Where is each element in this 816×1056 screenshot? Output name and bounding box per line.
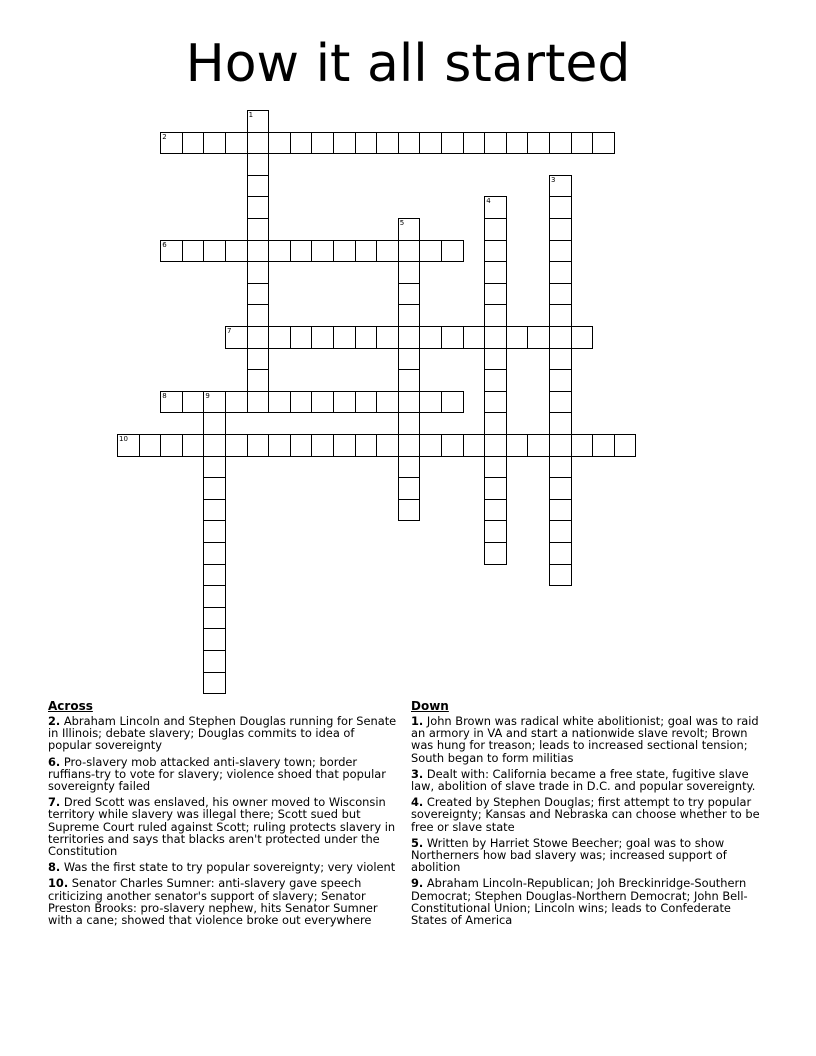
grid-cell[interactable] <box>506 132 529 155</box>
grid-cell[interactable] <box>571 132 594 155</box>
down-heading: Down <box>411 699 449 713</box>
grid-cell[interactable] <box>484 369 507 392</box>
grid-cell[interactable] <box>549 391 572 414</box>
grid-cell[interactable] <box>203 456 226 479</box>
grid-cell[interactable] <box>484 456 507 479</box>
grid-cell[interactable] <box>311 240 334 263</box>
grid-cell[interactable] <box>484 283 507 306</box>
grid-cell[interactable] <box>203 240 226 263</box>
cell-number: 9 <box>205 391 210 400</box>
grid-cell[interactable] <box>592 132 615 155</box>
grid-cell[interactable] <box>398 218 421 241</box>
grid-cell[interactable] <box>268 326 291 349</box>
grid-cell[interactable] <box>247 326 270 349</box>
grid-cell[interactable] <box>549 261 572 284</box>
grid-cell[interactable] <box>506 434 529 457</box>
grid-cell[interactable] <box>549 499 572 522</box>
grid-cell[interactable] <box>290 132 313 155</box>
grid-cell[interactable] <box>527 326 550 349</box>
grid-cell[interactable] <box>398 132 421 155</box>
grid-cell[interactable] <box>247 369 270 392</box>
grid-cell[interactable] <box>419 240 442 263</box>
grid-cell[interactable] <box>463 434 486 457</box>
grid-cell[interactable] <box>355 132 378 155</box>
grid-cell[interactable] <box>247 110 270 133</box>
grid-cell[interactable] <box>290 391 313 414</box>
clue-text: Written by Harriet Stowe Beecher; goal was to show Northerners how bad slavery was; increased support of abolition <box>411 835 727 875</box>
grid-cell[interactable] <box>549 369 572 392</box>
clue-number: 9. <box>411 876 424 891</box>
grid-cell[interactable] <box>506 326 529 349</box>
grid-cell[interactable] <box>247 391 270 414</box>
cell-number: 4 <box>486 197 491 206</box>
grid-cell[interactable] <box>290 240 313 263</box>
grid-cell[interactable] <box>247 304 270 327</box>
grid-cell[interactable] <box>182 391 205 414</box>
grid-cell[interactable] <box>398 456 421 479</box>
grid-cell[interactable] <box>333 240 356 263</box>
grid-cell[interactable] <box>290 434 313 457</box>
down-clue <box>411 715 763 764</box>
grid-cell[interactable] <box>484 261 507 284</box>
clue-text: Created by Stephen Douglas; first attempt to try popular sovereignty; Kansas and Nebraska can choose whether to be free or slave state <box>411 795 760 834</box>
grid-cell[interactable] <box>549 304 572 327</box>
grid-cell[interactable] <box>247 132 270 155</box>
grid-cell[interactable] <box>549 456 572 479</box>
cell-number: 6 <box>162 240 167 249</box>
grid-cell[interactable] <box>225 240 248 263</box>
grid-cell[interactable] <box>333 391 356 414</box>
grid-cell[interactable] <box>398 283 421 306</box>
grid-cell[interactable] <box>268 132 291 155</box>
grid-cell[interactable] <box>398 434 421 457</box>
grid-cell[interactable] <box>311 391 334 414</box>
grid-cell[interactable] <box>398 499 421 522</box>
clue-text: Dealt with: California became a free state, fugitive slave law, abolition of slave trade in D.C. and popular sovereignty. <box>411 766 756 794</box>
grid-cell[interactable] <box>203 650 226 673</box>
clue-number: 8. <box>48 860 61 875</box>
grid-cell[interactable] <box>203 391 226 414</box>
across-clue-list <box>48 715 400 926</box>
grid-cell[interactable] <box>355 240 378 263</box>
grid-cell[interactable] <box>441 391 464 414</box>
grid-cell[interactable] <box>268 434 291 457</box>
grid-cell[interactable] <box>203 672 226 695</box>
clue-text: Senator Charles Sumner: anti-slavery gave speech criticizing another senator's support of slavery; Senator Preston Brooks: pro-slavery nephew, hits Senator Sumner with a cane; showed that violence broke out everywhere <box>48 876 378 928</box>
grid-cell[interactable] <box>398 391 421 414</box>
grid-cell[interactable] <box>592 434 615 457</box>
grid-cell[interactable] <box>355 391 378 414</box>
grid-cell[interactable] <box>549 477 572 500</box>
grid-cell[interactable] <box>203 607 226 630</box>
grid-cell[interactable] <box>333 132 356 155</box>
grid-cell[interactable] <box>549 520 572 543</box>
grid-cell[interactable] <box>484 434 507 457</box>
grid-cell[interactable] <box>441 326 464 349</box>
across-clue <box>48 877 400 926</box>
grid-cell[interactable] <box>484 132 507 155</box>
grid-cell[interactable] <box>463 132 486 155</box>
clue-text: Pro-slavery mob attacked anti-slavery town; border ruffians-try to vote for slavery; violence shoed that popular sovereignty failed <box>48 754 386 794</box>
grid-cell[interactable] <box>549 240 572 263</box>
grid-cell[interactable] <box>441 434 464 457</box>
cell-number: 2 <box>162 132 167 141</box>
grid-cell[interactable] <box>549 196 572 219</box>
grid-cell[interactable] <box>484 542 507 565</box>
across-clue <box>48 756 400 793</box>
grid-cell[interactable] <box>247 153 270 176</box>
grid-cell[interactable] <box>203 499 226 522</box>
cell-number: 7 <box>227 327 232 335</box>
grid-cell[interactable] <box>139 434 162 457</box>
grid-cell[interactable] <box>549 175 572 198</box>
grid-cell[interactable] <box>484 218 507 241</box>
down-clue <box>411 877 763 926</box>
grid-cell[interactable] <box>549 412 572 435</box>
grid-cell[interactable] <box>182 132 205 155</box>
grid-cell[interactable] <box>614 434 637 457</box>
grid-cell[interactable] <box>247 196 270 219</box>
grid-cell[interactable] <box>376 326 399 349</box>
clue-text: Dred Scott was enslaved, his owner moved to Wisconsin territory while slavery was illegal there; Scott sued but Supreme Court ruled against Scott; ruling protects slavery in territories and says that blacks aren't protected under the Constitution <box>48 795 396 859</box>
down-clues <box>411 699 763 930</box>
grid-cell[interactable] <box>203 520 226 543</box>
grid-cell[interactable] <box>549 132 572 155</box>
grid-cell[interactable] <box>419 326 442 349</box>
grid-cell[interactable] <box>484 412 507 435</box>
grid-cell[interactable] <box>549 218 572 241</box>
grid-cell[interactable] <box>160 391 183 414</box>
grid-cell[interactable] <box>311 434 334 457</box>
clue-text: Was the first state to try popular sovereignty; very violent <box>60 860 396 875</box>
grid-cell[interactable] <box>311 326 334 349</box>
grid-cell[interactable] <box>419 391 442 414</box>
grid-cell[interactable] <box>182 240 205 263</box>
grid-cell[interactable] <box>290 326 313 349</box>
grid-cell[interactable] <box>203 564 226 587</box>
grid-cell[interactable] <box>484 240 507 263</box>
grid-cell[interactable] <box>203 628 226 651</box>
grid-cell[interactable] <box>484 499 507 522</box>
across-clues <box>48 699 400 930</box>
grid-cell[interactable] <box>376 391 399 414</box>
grid-cell[interactable] <box>484 326 507 349</box>
grid-cell[interactable] <box>225 326 248 349</box>
clue-text: Abraham Lincoln and Stephen Douglas running for Senate in Illinois; debate slavery; Douglas commits to idea of popular sovereignty <box>48 714 397 753</box>
down-clue <box>411 768 763 792</box>
cell-number: 5 <box>399 219 405 227</box>
grid-cell[interactable] <box>571 434 594 457</box>
across-heading: Across <box>48 699 93 713</box>
down-clue-list <box>411 715 763 926</box>
grid-cell[interactable] <box>484 196 507 219</box>
grid-cell[interactable] <box>484 520 507 543</box>
grid-cell[interactable] <box>398 326 421 349</box>
grid-cell[interactable] <box>419 132 442 155</box>
clue-text: John Brown was radical white abolitionist; goal was to raid an armory in VA and start a nationwide slave revolt; Brown was hung for treason; leads to increased sectional tension; South began to form militias <box>411 714 759 765</box>
grid-cell[interactable] <box>441 240 464 263</box>
grid-cell[interactable] <box>549 564 572 587</box>
grid-cell[interactable] <box>484 348 507 371</box>
grid-cell[interactable] <box>203 132 226 155</box>
grid-cell[interactable] <box>160 434 183 457</box>
grid-cell[interactable] <box>203 434 226 457</box>
grid-cell[interactable] <box>247 175 270 198</box>
clue-number: 2. <box>48 714 61 728</box>
grid-cell[interactable] <box>225 132 248 155</box>
grid-cell[interactable] <box>398 369 421 392</box>
grid-cell[interactable] <box>117 434 140 457</box>
grid-cell[interactable] <box>549 348 572 371</box>
grid-cell[interactable] <box>398 261 421 284</box>
grid-cell[interactable] <box>527 434 550 457</box>
across-clue <box>48 715 400 752</box>
grid-cell[interactable] <box>268 391 291 414</box>
grid-cell[interactable] <box>247 218 270 241</box>
grid-cell[interactable] <box>160 132 183 155</box>
grid-cell[interactable] <box>247 283 270 306</box>
grid-cell[interactable] <box>268 240 291 263</box>
grid-cell[interactable] <box>398 477 421 500</box>
across-clue <box>48 796 400 857</box>
clue-number: 7. <box>48 795 61 810</box>
clue-number: 4. <box>411 795 424 810</box>
grid-cell[interactable] <box>203 585 226 608</box>
grid-cell[interactable] <box>549 283 572 306</box>
grid-cell[interactable] <box>376 240 399 263</box>
grid-cell[interactable] <box>398 348 421 371</box>
clue-number: 10. <box>48 876 69 891</box>
grid-cell[interactable] <box>441 132 464 155</box>
clue-number: 6. <box>48 754 61 769</box>
grid-cell[interactable] <box>398 412 421 435</box>
grid-cell[interactable] <box>549 434 572 457</box>
grid-cell[interactable] <box>182 434 205 457</box>
cell-number: 3 <box>551 175 556 184</box>
grid-cell[interactable] <box>311 132 334 155</box>
clue-number: 3. <box>411 766 424 781</box>
grid-cell[interactable] <box>484 391 507 414</box>
grid-cell[interactable] <box>247 348 270 371</box>
cell-number: 10 <box>119 435 128 443</box>
grid-cell[interactable] <box>203 477 226 500</box>
grid-cell[interactable] <box>355 434 378 457</box>
grid-cell[interactable] <box>419 434 442 457</box>
grid-cell[interactable] <box>484 304 507 327</box>
grid-cell[interactable] <box>527 132 550 155</box>
across-clue <box>48 861 400 873</box>
grid-cell[interactable] <box>398 304 421 327</box>
grid-cell[interactable] <box>463 326 486 349</box>
puzzle-title: How it all started <box>185 34 631 94</box>
grid-cell[interactable] <box>355 326 378 349</box>
grid-cell[interactable] <box>225 434 248 457</box>
grid-cell[interactable] <box>571 326 594 349</box>
grid-cell[interactable] <box>247 261 270 284</box>
grid-cell[interactable] <box>549 326 572 349</box>
grid-cell[interactable] <box>484 477 507 500</box>
clue-number: 1. <box>411 714 424 728</box>
grid-cell[interactable] <box>376 132 399 155</box>
grid-cell[interactable] <box>333 326 356 349</box>
down-clue <box>411 837 763 874</box>
grid-cell[interactable] <box>398 240 421 263</box>
grid-cell[interactable] <box>203 542 226 565</box>
grid-cell[interactable] <box>376 434 399 457</box>
clue-number: 5. <box>411 835 424 850</box>
grid-cell[interactable] <box>549 542 572 565</box>
grid-cell[interactable] <box>160 240 183 263</box>
grid-cell[interactable] <box>203 412 226 435</box>
down-clue <box>411 796 763 833</box>
grid-cell[interactable] <box>225 391 248 414</box>
grid-cell[interactable] <box>333 434 356 457</box>
grid-cell[interactable] <box>247 434 270 457</box>
cell-number: 1 <box>248 111 254 119</box>
cell-number: 8 <box>162 391 167 400</box>
clue-text: Abraham Lincoln-Republican; Joh Breckinridge-Southern Democrat; Stephen Douglas-Northern Democrat; John Bell- Constitutional Union; Lincoln wins; leads to Confederate States of America <box>411 876 748 928</box>
grid-cell[interactable] <box>247 240 270 263</box>
